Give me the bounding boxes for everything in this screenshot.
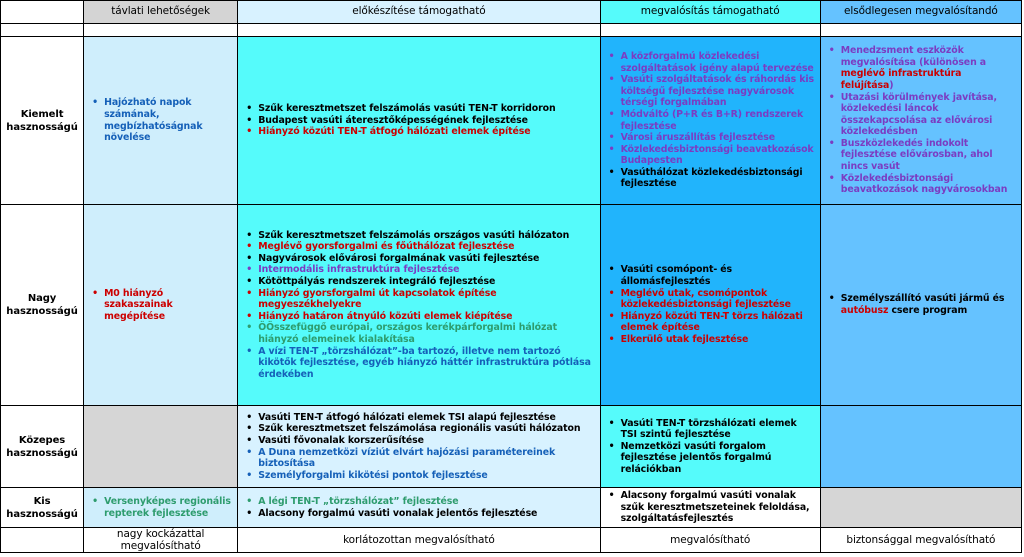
cell-tavlati <box>84 205 238 406</box>
list-item: • A közforgalmú közlekedési szolgáltatások igény alapú tervezése <box>601 51 816 74</box>
header-row <box>1 1 1022 24</box>
row-label: Nagy hasznosságú <box>1 205 84 406</box>
row-kiemelt <box>1 37 1022 205</box>
row-label: Kis hasznosságú <box>1 488 84 528</box>
list-item: • Budapest vasúti áteresztőképességének fejlesztése <box>238 115 595 127</box>
footer-col1: nagy kockázattal megvalósítható <box>84 528 238 553</box>
list-item: • Hiányzó gyorsforgalmi út kapcsolatok építése megyeszékhelyekre <box>238 288 595 311</box>
list-item: • Hajózható napok számának, megbízhatóságnak növelése <box>84 97 233 143</box>
cell-elsodlegesen <box>820 205 1021 406</box>
footer-col4: biztonsággal megvalósítható <box>820 528 1021 553</box>
list-item: • Módváltó (P+R és B+R) rendszerek fejlesztése <box>601 109 816 132</box>
list-item: • Vasúti szolgáltatások és ráhordás kis költségű fejlesztése nagyvárosok térségi forgalmában <box>601 74 816 109</box>
list-item: • Intermodális infrastruktúra fejlesztése <box>238 264 595 276</box>
list-item: • Buszközlekedés indokolt fejlesztése elővárosban, ahol nincs vasút <box>821 138 1017 173</box>
cell-megvalositas <box>600 37 820 205</box>
list-item: • A Duna nemzetközi víziút elvárt hajózási paramétereinek biztosítása <box>238 447 595 470</box>
row-label: Közepes hasznosságú <box>1 406 84 488</box>
list-item: • Versenyképes regionális repterek fejlesztése <box>84 496 233 519</box>
cell-elokeszitese <box>238 205 600 406</box>
header-elokeszitese: előkészítése támogatható <box>238 1 600 24</box>
cell-elokeszitese <box>238 488 600 528</box>
cell-megvalositas <box>600 488 820 528</box>
list-item: • Hiányzó határon átnyúló közúti elemek kiépítése <box>238 311 595 323</box>
footer-corner <box>1 528 84 553</box>
list-item: • ÖÖsszefüggő európai, országos kerékpárforgalmi hálózat hiányzó elemeinek kialakítása <box>238 322 595 345</box>
list-item: • Közlekedésbiztonsági beavatkozások Budapesten <box>601 144 816 167</box>
list-item: • Vasúti fővonalak korszerűsítése <box>238 435 595 447</box>
row-kozepes <box>1 406 1022 488</box>
list-item: • Hiányzó közúti TEN-T átfogó hálózati elemek építése <box>238 126 595 138</box>
list-item: • Szűk keresztmetszet felszámolása regionális vasúti hálózaton <box>238 423 595 435</box>
cell-elokeszitese <box>238 37 600 205</box>
list-item: • Személyszállító vasúti jármű és autóbusz csere program <box>821 293 1017 316</box>
footer-row <box>1 528 1022 553</box>
spacer-row <box>1 24 1022 37</box>
cell-megvalositas <box>600 205 820 406</box>
list-item: • M0 hiányzó szakaszainak megépítése <box>84 288 233 323</box>
list-item: • Vasúti TEN-T törzshálózati elemek TSI szintű fejlesztése <box>601 418 816 441</box>
list-item: • Nemzetközi vasúti forgalom fejlesztése jelentős forgalmú relációkban <box>601 441 816 476</box>
footer-col2: korlátozottan megvalósítható <box>238 528 600 553</box>
row-kis <box>1 488 1022 528</box>
list-item: • Alacsony forgalmú vasúti vonalak jelentős fejlesztése <box>238 508 595 520</box>
cell-elsodlegesen <box>820 406 1021 488</box>
footer-col3: megvalósítható <box>600 528 820 553</box>
list-item: • Szűk keresztmetszet felszámolás országos vasúti hálózaton <box>238 230 595 242</box>
list-item: • Vasúthálózat közlekedésbiztonsági fejlesztése <box>601 167 816 190</box>
cell-tavlati <box>84 37 238 205</box>
list-item: • Alacsony forgalmú vasúti vonalak szűk keresztmetszeteinek feloldása, szolgáltatásfejlesztés <box>601 490 816 525</box>
cell-elsodlegesen <box>820 488 1021 528</box>
list-item: • A vízi TEN-T „törzshálózat”-ba tartozó, illetve nem tartozó kikötők fejlesztése, egyéb hiányzó háttér infrastruktúra pótlása érdekében <box>238 346 595 381</box>
list-item: • Vasúti csomópont- és állomásfejlesztés <box>601 264 816 287</box>
list-item: • Utazási körülmények javítása, közlekedési láncok összekapcsolása az elővárosi közlekedésben <box>821 92 1017 138</box>
list-item: • Vasúti TEN-T átfogó hálózati elemek TSI alapú fejlesztése <box>238 412 595 424</box>
cell-elokeszitese <box>238 406 600 488</box>
cell-elsodlegesen <box>820 37 1021 205</box>
list-item: • Menedzsment eszközök megvalósítása (különösen a meglévő infrastruktúra felújítása) <box>821 45 1017 91</box>
list-item: • Közlekedésbiztonsági beavatkozások nagyvárosokban <box>821 173 1017 196</box>
cell-tavlati <box>84 488 238 528</box>
list-item: • Szűk keresztmetszet felszámolás vasúti TEN-T korridoron <box>238 103 595 115</box>
row-label: Kiemelt hasznosságú <box>1 37 84 205</box>
list-item: • Nagyvárosok elővárosi forgalmának vasúti fejlesztése <box>238 253 595 265</box>
list-item: • A légi TEN-T „törzshálózat” fejlesztése <box>238 496 595 508</box>
header-elsodlegesen: elsődlegesen megvalósítandó <box>820 1 1021 24</box>
cell-megvalositas <box>600 406 820 488</box>
list-item: • Hiányzó közúti TEN-T törzs hálózati elemek építése <box>601 311 816 334</box>
list-item: • Meglévő gyorsforgalmi és főúthálózat fejlesztése <box>238 241 595 253</box>
header-megvalositas: megvalósítás támogatható <box>600 1 820 24</box>
header-tavlati: távlati lehetőségek <box>84 1 238 24</box>
list-item: • Meglévő utak, csomópontok közlekedésbiztonsági fejlesztése <box>601 288 816 311</box>
cell-tavlati <box>84 406 238 488</box>
list-item: • Személyforgalmi kikötési pontok fejlesztése <box>238 470 595 482</box>
list-item: • Városi áruszállítás fejlesztése <box>601 132 816 144</box>
list-item: • Kötöttpályás rendszerek integráló fejlesztése <box>238 276 595 288</box>
list-item: • Elkerülő utak fejlesztése <box>601 334 816 346</box>
row-nagy <box>1 205 1022 406</box>
header-corner <box>1 1 84 24</box>
